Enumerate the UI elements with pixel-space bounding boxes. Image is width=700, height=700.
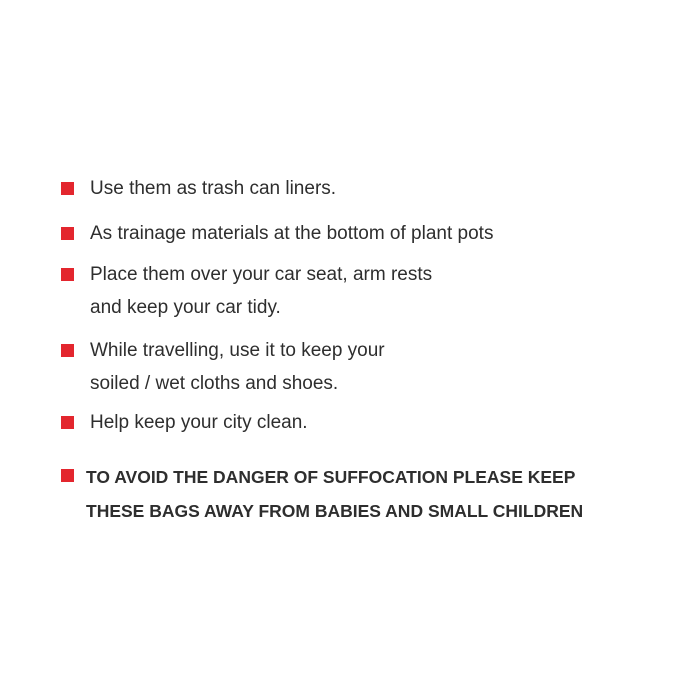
tip-text-line: Use them as trash can liners. <box>90 178 337 199</box>
tip-text-line: Place them over your car seat, arm rests <box>90 264 433 285</box>
warning-text-line: TO AVOID THE DANGER OF SUFFOCATION PLEASE KEEP <box>86 467 576 487</box>
tip-text-line: Help keep your city clean. <box>90 412 308 433</box>
tip-text-line: While travelling, use it to keep your <box>90 340 385 361</box>
red-square-bullet-icon <box>61 227 74 240</box>
red-square-bullet-icon <box>61 182 74 195</box>
tip-text-line: soiled / wet cloths and shoes. <box>90 373 339 394</box>
tip-text-line: As trainage materials at the bottom of plant pots <box>90 223 494 244</box>
warning-text-line: THESE BAGS AWAY FROM BABIES AND SMALL CHILDREN <box>86 501 584 521</box>
red-square-bullet-icon <box>61 344 74 357</box>
red-square-bullet-icon <box>61 268 74 281</box>
red-square-bullet-icon <box>61 416 74 429</box>
red-square-bullet-icon <box>61 469 74 482</box>
tip-text-line: and keep your car tidy. <box>90 297 281 318</box>
